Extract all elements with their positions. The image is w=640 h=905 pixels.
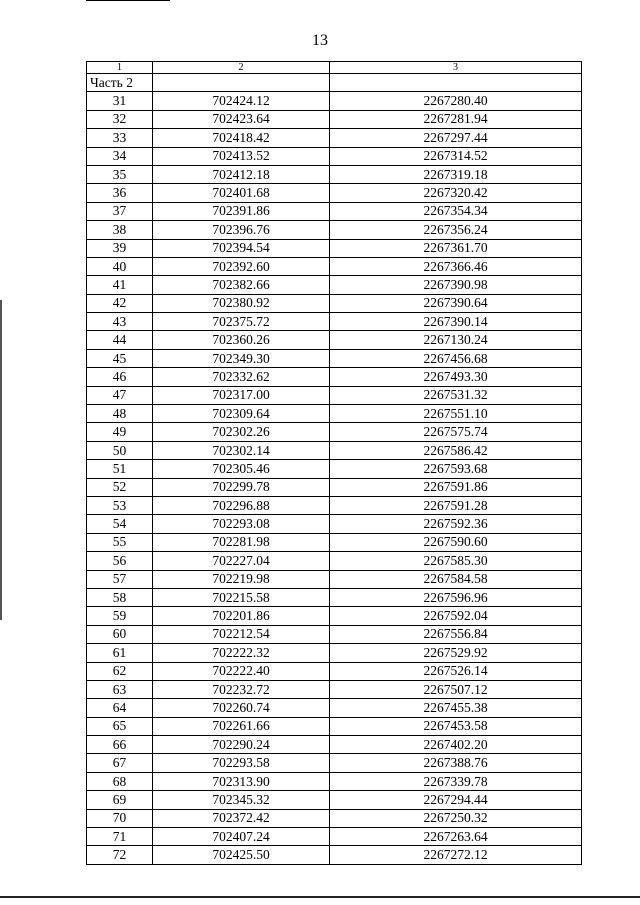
y-coordinate-cell: 2267531.32: [330, 386, 582, 404]
y-coordinate-cell: 2267280.40: [330, 92, 582, 110]
x-coordinate-cell: 702391.86: [153, 202, 330, 220]
table-row: [87, 699, 582, 717]
point-number-cell: 31: [87, 92, 153, 110]
point-number-cell: 38: [87, 221, 153, 239]
y-coordinate-cell: 2267455.38: [330, 699, 582, 717]
x-coordinate-cell: 702296.88: [153, 496, 330, 514]
point-number-cell: 70: [87, 809, 153, 827]
table-row: [87, 662, 582, 680]
x-coordinate-cell: 702396.76: [153, 221, 330, 239]
point-number-cell: 49: [87, 423, 153, 441]
table-row: [87, 165, 582, 183]
point-number-cell: 46: [87, 368, 153, 386]
point-number-cell: 45: [87, 349, 153, 367]
table-row: [87, 349, 582, 367]
point-number-cell: 69: [87, 791, 153, 809]
table-row: [87, 588, 582, 606]
point-number-cell: 53: [87, 496, 153, 514]
table-row: [87, 276, 582, 294]
y-coordinate-cell: 2267529.92: [330, 644, 582, 662]
x-coordinate-cell: 702215.58: [153, 588, 330, 606]
x-coordinate-cell: 702394.54: [153, 239, 330, 257]
table-row: [87, 386, 582, 404]
point-number-cell: 51: [87, 460, 153, 478]
y-coordinate-cell: 2267551.10: [330, 405, 582, 423]
table-header-row: [87, 62, 582, 74]
x-coordinate-cell: 702418.42: [153, 129, 330, 147]
top-rule: [86, 0, 170, 1]
point-number-cell: 36: [87, 184, 153, 202]
point-number-cell: 68: [87, 772, 153, 790]
section-row: [87, 74, 582, 92]
y-coordinate-cell: 2267593.68: [330, 460, 582, 478]
x-coordinate-cell: 702219.98: [153, 570, 330, 588]
table-row: [87, 368, 582, 386]
point-number-cell: 72: [87, 846, 153, 864]
point-number-cell: 50: [87, 441, 153, 459]
table-row: [87, 257, 582, 275]
y-coordinate-cell: 2267590.60: [330, 533, 582, 551]
x-coordinate-cell: 702222.32: [153, 644, 330, 662]
point-number-cell: 66: [87, 736, 153, 754]
y-coordinate-cell: 2267390.64: [330, 294, 582, 312]
point-number-cell: 54: [87, 515, 153, 533]
x-coordinate-cell: 702412.18: [153, 165, 330, 183]
table-row: [87, 791, 582, 809]
table-row: [87, 644, 582, 662]
x-coordinate-cell: 702261.66: [153, 717, 330, 735]
y-coordinate-cell: 2267453.58: [330, 717, 582, 735]
table-row: [87, 239, 582, 257]
x-coordinate-cell: 702382.66: [153, 276, 330, 294]
table-row: [87, 460, 582, 478]
table-row: [87, 184, 582, 202]
point-number-cell: 59: [87, 607, 153, 625]
y-coordinate-cell: 2267586.42: [330, 441, 582, 459]
x-coordinate-cell: 702407.24: [153, 828, 330, 846]
table-row: [87, 846, 582, 864]
table-row: [87, 110, 582, 128]
table-row: [87, 772, 582, 790]
scan-bottom-edge: [0, 896, 640, 898]
table-row: [87, 202, 582, 220]
y-coordinate-cell: 2267591.86: [330, 478, 582, 496]
table-row: [87, 717, 582, 735]
x-coordinate-cell: 702413.52: [153, 147, 330, 165]
y-coordinate-cell: 2267584.58: [330, 570, 582, 588]
point-number-cell: 44: [87, 331, 153, 349]
y-coordinate-cell: 2267592.36: [330, 515, 582, 533]
coordinates-table: [86, 61, 582, 865]
x-coordinate-cell: 702293.08: [153, 515, 330, 533]
table-row: [87, 92, 582, 110]
point-number-cell: 37: [87, 202, 153, 220]
point-number-cell: 33: [87, 129, 153, 147]
y-coordinate-cell: 2267361.70: [330, 239, 582, 257]
point-number-cell: 58: [87, 588, 153, 606]
point-number-cell: 35: [87, 165, 153, 183]
x-coordinate-cell: 702425.50: [153, 846, 330, 864]
point-number-cell: 40: [87, 257, 153, 275]
table-row: [87, 552, 582, 570]
table-row: [87, 533, 582, 551]
table-row: [87, 680, 582, 698]
y-coordinate-cell: 2267281.94: [330, 110, 582, 128]
point-number-cell: 55: [87, 533, 153, 551]
section-label: Часть 2: [87, 74, 153, 92]
y-coordinate-cell: 2267526.14: [330, 662, 582, 680]
x-coordinate-cell: 702290.24: [153, 736, 330, 754]
y-coordinate-cell: 2267390.98: [330, 276, 582, 294]
point-number-cell: 42: [87, 294, 153, 312]
point-number-cell: 43: [87, 313, 153, 331]
column-header-2: 2: [153, 62, 330, 74]
y-coordinate-cell: 2267596.96: [330, 588, 582, 606]
point-number-cell: 52: [87, 478, 153, 496]
y-coordinate-cell: 2267272.12: [330, 846, 582, 864]
y-coordinate-cell: 2267507.12: [330, 680, 582, 698]
y-coordinate-cell: 2267592.04: [330, 607, 582, 625]
x-coordinate-cell: 702317.00: [153, 386, 330, 404]
x-coordinate-cell: 702281.98: [153, 533, 330, 551]
table-row: [87, 423, 582, 441]
column-header-3: 3: [330, 62, 582, 74]
x-coordinate-cell: 702232.72: [153, 680, 330, 698]
table-row: [87, 736, 582, 754]
y-coordinate-cell: 2267339.78: [330, 772, 582, 790]
x-coordinate-cell: 702349.30: [153, 349, 330, 367]
point-number-cell: 41: [87, 276, 153, 294]
table-row: [87, 809, 582, 827]
table-row: [87, 828, 582, 846]
x-coordinate-cell: 702222.40: [153, 662, 330, 680]
x-coordinate-cell: 702392.60: [153, 257, 330, 275]
x-coordinate-cell: 702360.26: [153, 331, 330, 349]
table-row: [87, 331, 582, 349]
point-number-cell: 60: [87, 625, 153, 643]
y-coordinate-cell: 2267402.20: [330, 736, 582, 754]
y-coordinate-cell: 2267390.14: [330, 313, 582, 331]
x-coordinate-cell: 702345.32: [153, 791, 330, 809]
y-coordinate-cell: 2267263.64: [330, 828, 582, 846]
y-coordinate-cell: 2267356.24: [330, 221, 582, 239]
x-coordinate-cell: 702212.54: [153, 625, 330, 643]
x-coordinate-cell: 702260.74: [153, 699, 330, 717]
table-row: [87, 147, 582, 165]
table-row: [87, 313, 582, 331]
section-empty-cell: [153, 74, 330, 92]
point-number-cell: 65: [87, 717, 153, 735]
table-row: [87, 441, 582, 459]
point-number-cell: 34: [87, 147, 153, 165]
x-coordinate-cell: 702313.90: [153, 772, 330, 790]
x-coordinate-cell: 702309.64: [153, 405, 330, 423]
x-coordinate-cell: 702299.78: [153, 478, 330, 496]
x-coordinate-cell: 702293.58: [153, 754, 330, 772]
y-coordinate-cell: 2267456.68: [330, 349, 582, 367]
x-coordinate-cell: 702302.14: [153, 441, 330, 459]
x-coordinate-cell: 702201.86: [153, 607, 330, 625]
x-coordinate-cell: 702380.92: [153, 294, 330, 312]
point-number-cell: 57: [87, 570, 153, 588]
x-coordinate-cell: 702305.46: [153, 460, 330, 478]
y-coordinate-cell: 2267319.18: [330, 165, 582, 183]
y-coordinate-cell: 2267130.24: [330, 331, 582, 349]
table-row: [87, 607, 582, 625]
point-number-cell: 32: [87, 110, 153, 128]
point-number-cell: 61: [87, 644, 153, 662]
point-number-cell: 56: [87, 552, 153, 570]
point-number-cell: 39: [87, 239, 153, 257]
table-row: [87, 294, 582, 312]
x-coordinate-cell: 702401.68: [153, 184, 330, 202]
point-number-cell: 71: [87, 828, 153, 846]
x-coordinate-cell: 702332.62: [153, 368, 330, 386]
x-coordinate-cell: 702424.12: [153, 92, 330, 110]
table-row: [87, 754, 582, 772]
x-coordinate-cell: 702375.72: [153, 313, 330, 331]
page-number: 13: [312, 32, 328, 49]
point-number-cell: 48: [87, 405, 153, 423]
y-coordinate-cell: 2267388.76: [330, 754, 582, 772]
scan-left-edge: [0, 300, 2, 620]
column-header-1: 1: [87, 62, 153, 74]
table-row: [87, 405, 582, 423]
y-coordinate-cell: 2267297.44: [330, 129, 582, 147]
x-coordinate-cell: 702227.04: [153, 552, 330, 570]
point-number-cell: 47: [87, 386, 153, 404]
point-number-cell: 63: [87, 680, 153, 698]
x-coordinate-cell: 702302.26: [153, 423, 330, 441]
table-row: [87, 496, 582, 514]
y-coordinate-cell: 2267575.74: [330, 423, 582, 441]
y-coordinate-cell: 2267591.28: [330, 496, 582, 514]
y-coordinate-cell: 2267354.34: [330, 202, 582, 220]
y-coordinate-cell: 2267294.44: [330, 791, 582, 809]
y-coordinate-cell: 2267585.30: [330, 552, 582, 570]
table-row: [87, 570, 582, 588]
section-empty-cell: [330, 74, 582, 92]
table-row: [87, 221, 582, 239]
x-coordinate-cell: 702372.42: [153, 809, 330, 827]
table-row: [87, 478, 582, 496]
table-row: [87, 625, 582, 643]
y-coordinate-cell: 2267366.46: [330, 257, 582, 275]
y-coordinate-cell: 2267556.84: [330, 625, 582, 643]
point-number-cell: 64: [87, 699, 153, 717]
table-row: [87, 129, 582, 147]
y-coordinate-cell: 2267250.32: [330, 809, 582, 827]
x-coordinate-cell: 702423.64: [153, 110, 330, 128]
point-number-cell: 67: [87, 754, 153, 772]
point-number-cell: 62: [87, 662, 153, 680]
y-coordinate-cell: 2267320.42: [330, 184, 582, 202]
y-coordinate-cell: 2267314.52: [330, 147, 582, 165]
table-row: [87, 515, 582, 533]
y-coordinate-cell: 2267493.30: [330, 368, 582, 386]
